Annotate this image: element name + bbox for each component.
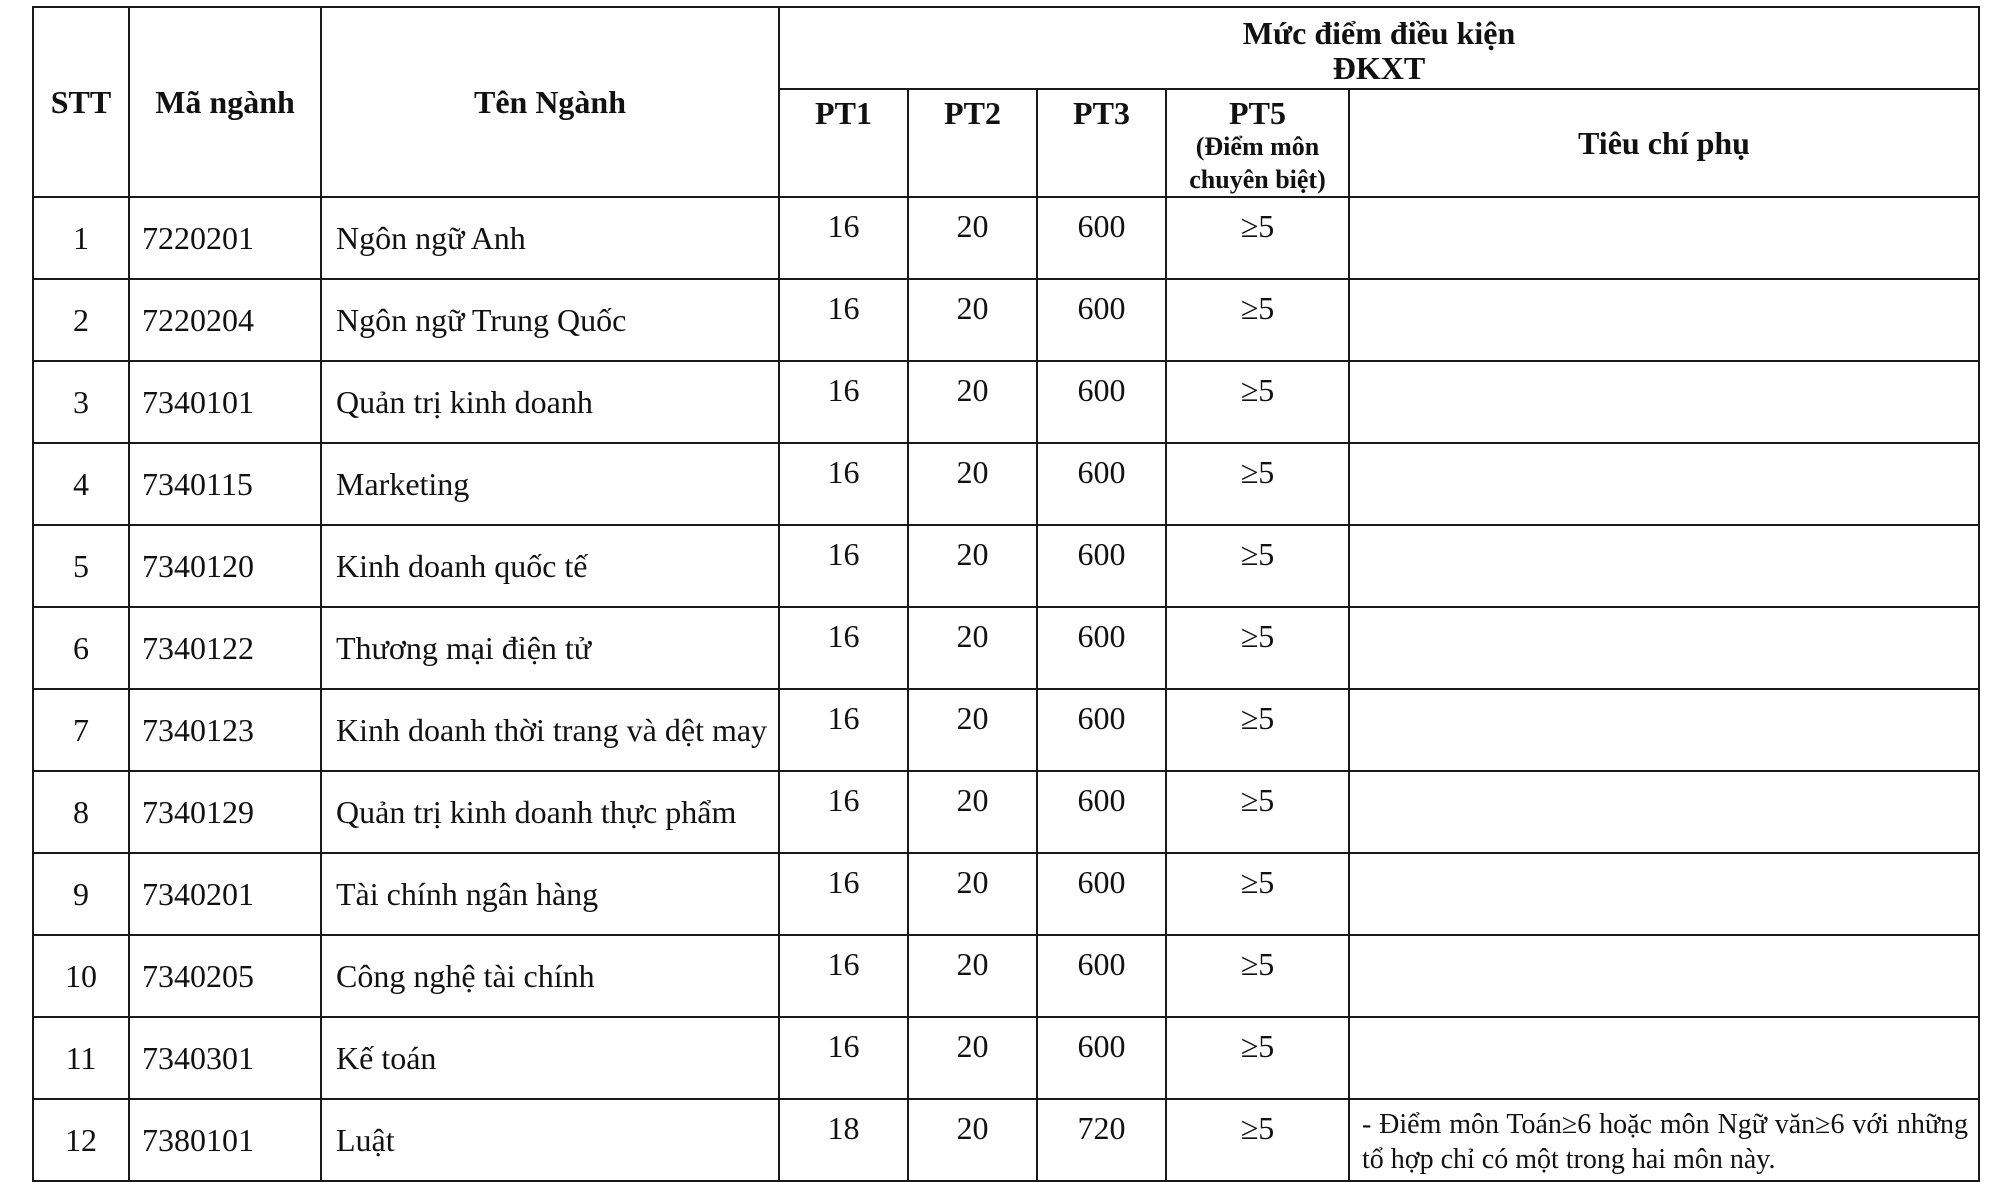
cell-code: 7340301 <box>129 1017 321 1099</box>
cell-pt5: ≥5 <box>1166 935 1349 1017</box>
cell-pt2: 20 <box>908 689 1037 771</box>
cell-code: 7340205 <box>129 935 321 1017</box>
cell-pt2: 20 <box>908 607 1037 689</box>
cell-stt: 3 <box>33 361 129 443</box>
cell-pt1: 16 <box>779 525 908 607</box>
cell-pt2: 20 <box>908 771 1037 853</box>
cell-pt3: 600 <box>1037 853 1166 935</box>
cell-code: 7340101 <box>129 361 321 443</box>
cell-extra <box>1349 197 1979 279</box>
cell-name: Quản trị kinh doanh <box>321 361 779 443</box>
cell-pt3: 600 <box>1037 607 1166 689</box>
cell-code: 7340122 <box>129 607 321 689</box>
cell-pt5: ≥5 <box>1166 443 1349 525</box>
admission-criteria-table <box>32 6 1980 1182</box>
cell-code: 7340115 <box>129 443 321 525</box>
cell-code: 7340123 <box>129 689 321 771</box>
cell-pt2: 20 <box>908 853 1037 935</box>
cell-pt3: 720 <box>1037 1099 1166 1181</box>
cell-code: 7220201 <box>129 197 321 279</box>
header-extra: Tiêu chí phụ <box>1349 89 1979 197</box>
table-row <box>33 689 1979 771</box>
header-pt2: PT2 <box>908 89 1037 197</box>
table-row <box>33 443 1979 525</box>
cell-pt5: ≥5 <box>1166 689 1349 771</box>
cell-pt1: 16 <box>779 361 908 443</box>
cell-extra <box>1349 361 1979 443</box>
cell-pt2: 20 <box>908 443 1037 525</box>
cell-pt5: ≥5 <box>1166 607 1349 689</box>
cell-name: Kinh doanh thời trang và dệt may <box>321 689 779 771</box>
cell-extra <box>1349 525 1979 607</box>
header-row-1 <box>33 7 1979 89</box>
cell-extra <box>1349 607 1979 689</box>
cell-pt3: 600 <box>1037 935 1166 1017</box>
cell-pt1: 16 <box>779 443 908 525</box>
cell-stt: 1 <box>33 197 129 279</box>
cell-name: Ngôn ngữ Anh <box>321 197 779 279</box>
cell-pt2: 20 <box>908 279 1037 361</box>
cell-pt3: 600 <box>1037 689 1166 771</box>
cell-code: 7340120 <box>129 525 321 607</box>
cell-name: Kinh doanh quốc tế <box>321 525 779 607</box>
cell-extra <box>1349 771 1979 853</box>
cell-pt5: ≥5 <box>1166 771 1349 853</box>
cell-code: 7220204 <box>129 279 321 361</box>
cell-stt: 7 <box>33 689 129 771</box>
cell-pt5: ≥5 <box>1166 361 1349 443</box>
cell-pt2: 20 <box>908 525 1037 607</box>
cell-pt1: 18 <box>779 1099 908 1181</box>
table-row <box>33 525 1979 607</box>
cell-pt1: 16 <box>779 935 908 1017</box>
cell-name: Luật <box>321 1099 779 1181</box>
cell-stt: 9 <box>33 853 129 935</box>
header-pt5-sub1: (Điểm môn <box>1195 132 1320 162</box>
table-row <box>33 197 1979 279</box>
header-group <box>779 7 1979 89</box>
cell-pt1: 16 <box>779 197 908 279</box>
cell-name: Công nghệ tài chính <box>321 935 779 1017</box>
table-row <box>33 1017 1979 1099</box>
table-row <box>33 771 1979 853</box>
cell-pt1: 16 <box>779 279 908 361</box>
table-row <box>33 607 1979 689</box>
header-stt: STT <box>33 7 129 197</box>
cell-pt5: ≥5 <box>1166 853 1349 935</box>
cell-code: 7340201 <box>129 853 321 935</box>
cell-extra: - Điểm môn Toán≥6 hoặc môn Ngữ văn≥6 với những tổ hợp chỉ có một trong hai môn này. <box>1349 1099 1979 1181</box>
cell-pt2: 20 <box>908 935 1037 1017</box>
cell-pt5: ≥5 <box>1166 1017 1349 1099</box>
cell-pt3: 600 <box>1037 197 1166 279</box>
table-row <box>33 935 1979 1017</box>
cell-pt1: 16 <box>779 853 908 935</box>
cell-stt: 4 <box>33 443 129 525</box>
cell-code: 7380101 <box>129 1099 321 1181</box>
cell-name: Quản trị kinh doanh thực phẩm <box>321 771 779 853</box>
table-row <box>33 361 1979 443</box>
table-row <box>33 1099 1979 1181</box>
cell-pt5: ≥5 <box>1166 1099 1349 1181</box>
cell-stt: 12 <box>33 1099 129 1181</box>
cell-pt5: ≥5 <box>1166 197 1349 279</box>
cell-name: Ngôn ngữ Trung Quốc <box>321 279 779 361</box>
header-pt5-label: PT5 <box>1229 95 1286 131</box>
cell-extra <box>1349 853 1979 935</box>
cell-extra <box>1349 279 1979 361</box>
cell-pt3: 600 <box>1037 443 1166 525</box>
cell-pt1: 16 <box>779 1017 908 1099</box>
cell-stt: 8 <box>33 771 129 853</box>
header-pt1: PT1 <box>779 89 908 197</box>
header-name: Tên Ngành <box>321 7 779 197</box>
cell-pt2: 20 <box>908 361 1037 443</box>
cell-extra <box>1349 689 1979 771</box>
cell-pt2: 20 <box>908 197 1037 279</box>
cell-pt5: ≥5 <box>1166 279 1349 361</box>
cell-pt3: 600 <box>1037 1017 1166 1099</box>
table-row <box>33 279 1979 361</box>
cell-extra <box>1349 443 1979 525</box>
cell-stt: 11 <box>33 1017 129 1099</box>
cell-name: Kế toán <box>321 1017 779 1099</box>
header-pt5 <box>1166 89 1349 197</box>
cell-pt3: 600 <box>1037 361 1166 443</box>
header-code: Mã ngành <box>129 7 321 197</box>
cell-pt2: 20 <box>908 1099 1037 1181</box>
cell-stt: 10 <box>33 935 129 1017</box>
header-pt5-sub2: chuyên biệt) <box>1189 164 1326 194</box>
header-group-line2: ĐKXT <box>1332 50 1426 87</box>
cell-pt1: 16 <box>779 689 908 771</box>
cell-pt2: 20 <box>908 1017 1037 1099</box>
cell-name: Tài chính ngân hàng <box>321 853 779 935</box>
header-pt3: PT3 <box>1037 89 1166 197</box>
header-group-line1: Mức điểm điều kiện <box>1242 15 1516 51</box>
table-body <box>33 197 1979 1181</box>
table-row <box>33 853 1979 935</box>
cell-extra <box>1349 1017 1979 1099</box>
cell-stt: 5 <box>33 525 129 607</box>
cell-name: Thương mại điện tử <box>321 607 779 689</box>
cell-pt3: 600 <box>1037 279 1166 361</box>
cell-extra <box>1349 935 1979 1017</box>
cell-code: 7340129 <box>129 771 321 853</box>
cell-name: Marketing <box>321 443 779 525</box>
cell-pt1: 16 <box>779 607 908 689</box>
cell-pt3: 600 <box>1037 771 1166 853</box>
cell-stt: 6 <box>33 607 129 689</box>
cell-pt1: 16 <box>779 771 908 853</box>
cell-pt5: ≥5 <box>1166 525 1349 607</box>
cell-stt: 2 <box>33 279 129 361</box>
cell-pt3: 600 <box>1037 525 1166 607</box>
